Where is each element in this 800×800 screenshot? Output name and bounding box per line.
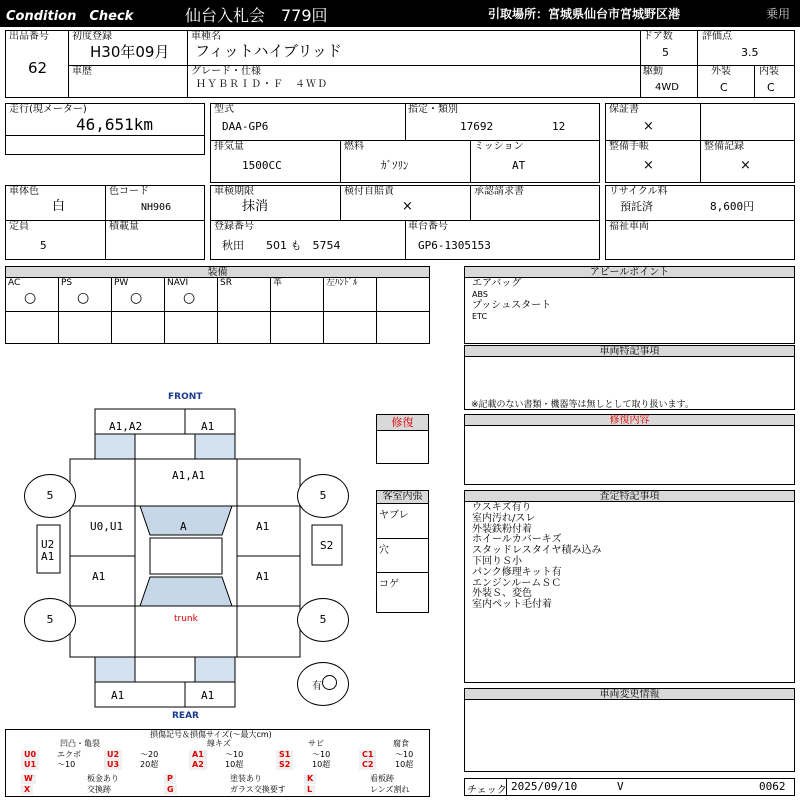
tire-front-left [24, 474, 76, 518]
tire-value: 5 [319, 613, 327, 626]
damage-front-bumper-left: A1,A2 [109, 420, 143, 433]
legend-code: P [164, 774, 176, 784]
damage-right-side: S2 [320, 539, 334, 552]
appeal-item: ABS [472, 290, 488, 299]
maint-record-value: × [740, 158, 751, 173]
appraisal-item: 下回りＳ小 [472, 555, 522, 567]
designation-label: 指定・類別 [408, 104, 458, 115]
tire-rear-right [297, 598, 349, 642]
designation-value: 17692 [460, 120, 494, 133]
trunk-label: trunk [174, 614, 198, 624]
legend-code: U2 [104, 750, 122, 760]
appeal-item: ETC [472, 312, 488, 321]
front-label: FRONT [168, 392, 203, 402]
legend-title: 損傷記号＆損傷サイズ(〜最大cm) [150, 730, 272, 739]
mileage-label: 走行(現メーター) [9, 104, 87, 115]
score-value: 3.5 [741, 46, 759, 59]
car-name-label: 車種名 [191, 31, 221, 42]
equipment-col-label: SR [220, 278, 232, 288]
check-number: 0062 [759, 780, 786, 793]
legend-code: L [304, 785, 315, 795]
drive-value: 4WD [655, 82, 679, 93]
fuel-value: ｶﾞｿﾘﾝ [381, 159, 409, 172]
recycle-label: リサイクル料 [609, 186, 668, 197]
reg-no-label: 登録番号 [214, 221, 254, 232]
check-date: 2025/09/10 [511, 780, 578, 793]
grade-label: グレード・仕様 [191, 66, 261, 77]
legend-code: U0 [21, 750, 39, 760]
damage-rear-bumper-right: A1 [201, 689, 215, 702]
warranty-value: × [643, 119, 654, 134]
chassis-label: 車台番号 [408, 221, 448, 232]
lot-label: 出品番号 [9, 31, 49, 42]
legend-desc: 看板跡 [370, 774, 394, 783]
legend-code: A1 [189, 750, 207, 760]
warranty-label: 保証書 [609, 104, 639, 115]
legend-code: K [304, 774, 316, 784]
legend-header: 腐食 [393, 739, 409, 748]
first-reg-value: H30年09月 [90, 43, 170, 61]
displacement-value: 1500CC [242, 159, 282, 172]
appraisal-item: 室内ペット毛付着 [472, 599, 552, 611]
maint-book-label: 整備手帳 [609, 141, 649, 152]
lot-value: 62 [28, 59, 48, 77]
color-value: 白 [52, 199, 66, 214]
repair-content-title: 修復内容 [464, 414, 795, 426]
appeal-title: アピールポイント [464, 266, 795, 278]
displacement-label: 排気量 [214, 141, 244, 152]
appraisal-title: 査定特記事項 [464, 490, 795, 502]
score-label: 評価点 [702, 31, 732, 42]
legend-desc: エクボ [57, 750, 81, 759]
legend-desc: 〜10 [395, 750, 414, 759]
fuel-label: 燃料 [344, 141, 364, 152]
repair-content-box [464, 425, 795, 485]
legend-code: C1 [359, 750, 376, 760]
capacity-value: 5 [40, 239, 47, 252]
appraisal-item: ウスキズ有り [472, 502, 532, 513]
appeal-item: プッシュスタート [472, 300, 552, 311]
legend-code: S1 [276, 750, 293, 760]
liability-value: × [402, 199, 413, 214]
rear-label: REAR [172, 711, 199, 721]
equipment-col-label: PW [114, 278, 129, 288]
damage-roof: A [180, 520, 187, 533]
class-value: 12 [552, 120, 566, 133]
pickup-location: 引取場所：宮城県仙台市宮城野区港 [488, 7, 681, 21]
damage-left-side: U2 A1 [41, 538, 55, 563]
interior-burn: コゲ [379, 579, 399, 590]
tire-value: 5 [46, 489, 54, 502]
appraisal-item: 外装鉄粉付着 [472, 523, 532, 535]
equipment-mark: ○ [130, 290, 143, 306]
legend-desc: 〜10 [57, 760, 76, 769]
change-info-box [464, 699, 795, 772]
tire-value: 5 [46, 613, 54, 626]
mission-value: AT [512, 159, 526, 172]
appraisal-item: スタッドレスタイヤ積み込み [472, 545, 602, 557]
appraisal-item: エンジンルームＳＣ [472, 577, 562, 589]
tire-rear-left [24, 598, 76, 642]
legend-code: W [21, 774, 36, 784]
equipment-col-label: 左ﾊﾝﾄﾞﾙ [326, 278, 358, 288]
legend-header: 線キズ [207, 739, 231, 748]
change-info-title: 車両変更情報 [464, 688, 795, 700]
vehicle-category: 乗用 [766, 7, 791, 21]
legend-desc: 10超 [225, 760, 244, 769]
legend-desc: 塗装あり [230, 774, 262, 783]
recycle-value: 8,600円 [710, 200, 755, 213]
legend-code: G [164, 785, 177, 795]
doors-value: 5 [662, 46, 669, 59]
check-label: チェック [467, 785, 507, 796]
legend-code: S2 [276, 760, 293, 770]
appraisal-item: 外装Ｓ、変色 [472, 588, 532, 600]
equipment-col-label: NAVI [167, 278, 189, 288]
interior-title: 客室内張 [376, 490, 429, 504]
drive-label: 駆動 [643, 66, 663, 77]
legend-code: U1 [21, 760, 39, 770]
interior-value: C [767, 81, 775, 94]
tire-front-right [297, 474, 349, 518]
damage-hood: A1,A1 [172, 469, 206, 482]
auction-title: 仙台入札会 779回 [185, 6, 328, 25]
damage-rear-bumper-left: A1 [111, 689, 125, 702]
liability-label: 検付自賠責 [344, 186, 394, 197]
legend-desc: 板金あり [87, 774, 119, 783]
car-name-value: フィットハイブリッド [195, 42, 342, 60]
damage-rear-left-door: A1 [92, 570, 106, 583]
model-label: 型式 [214, 104, 234, 115]
damage-front-bumper-right: A1 [201, 420, 215, 433]
legend-desc: 〜20 [140, 750, 159, 759]
damage-front-left-door: U0,U1 [90, 520, 124, 533]
approval-label: 承認請求書 [474, 186, 524, 197]
exterior-value: C [720, 81, 728, 94]
repair-title: 修復 [376, 414, 429, 431]
legend-code: X [21, 785, 33, 795]
legend-desc: 交換跡 [87, 785, 111, 794]
legend-header: 凹凸・亀裂 [60, 739, 100, 748]
legend-desc: ガラス交換要す [230, 785, 286, 794]
equipment-mark: ○ [24, 290, 37, 306]
interior-tear: ヤブレ [379, 510, 409, 521]
color-code-label: 色コード [109, 186, 149, 197]
legend-header: サビ [308, 739, 324, 748]
equipment-mark: ○ [77, 290, 90, 306]
legend-code: U3 [104, 760, 122, 770]
legend-code: A2 [189, 760, 207, 770]
welfare-label: 福祉車両 [609, 221, 649, 232]
interior-hole: 穴 [379, 545, 389, 556]
appraisal-item: パンク修理キット有 [472, 566, 562, 578]
check-mark: V [617, 780, 624, 793]
grade-value: ＨＹＢＲＩＤ・Ｆ ４ＷＤ [196, 79, 328, 90]
spare-tire-value: 有 [312, 681, 322, 692]
history-label: 車歴 [72, 66, 92, 77]
special-title: 車両特記事項 [464, 345, 795, 357]
damage-rear-right-door: A1 [256, 570, 270, 583]
legend-header-row [5, 740, 430, 749]
equipment-col-label: AC [8, 278, 21, 288]
mission-label: ミッション [474, 141, 524, 152]
maint-record-label: 整備記録 [704, 141, 744, 152]
load-label: 積載量 [109, 221, 139, 232]
tire-value: 5 [319, 489, 327, 502]
legend-code: C2 [359, 760, 376, 770]
equipment-col-label: 革 [273, 278, 283, 288]
color-label: 車体色 [9, 186, 39, 197]
special-note: ※記載のない書類・機器等は無しとして取り扱います。 [471, 400, 694, 410]
color-code-value: NH906 [141, 202, 172, 213]
exterior-label: 外装 [711, 66, 731, 77]
recycle-status: 預託済 [620, 200, 653, 213]
model-value: DAA-GP6 [222, 120, 269, 133]
equipment-col-label: PS [61, 278, 73, 288]
condition-check-title: Condition Check [6, 9, 134, 24]
first-reg-label: 初度登録 [72, 31, 112, 42]
reg-no-value: 秋田 501 も 5754 [222, 239, 341, 252]
appraisal-item: 室内汚れ/スレ [472, 512, 536, 524]
legend-desc: 〜10 [312, 750, 331, 759]
appeal-item: エアバッグ [472, 278, 522, 289]
appraisal-item: ホイールカバーキズ [472, 534, 562, 546]
legend-desc: 〜10 [225, 750, 244, 759]
inspection-value: 抹消 [242, 199, 269, 214]
spare-tire [297, 662, 349, 706]
inspection-label: 車検期限 [214, 186, 254, 197]
capacity-label: 定員 [9, 221, 29, 232]
maint-book-value: × [643, 158, 654, 173]
chassis-value: GP6-1305153 [418, 239, 491, 252]
legend-desc: 10超 [312, 760, 331, 769]
appeal-list [472, 278, 551, 322]
equipment-mark: ○ [183, 290, 196, 306]
legend-desc: 20超 [140, 760, 159, 769]
spare-wheel-icon [322, 675, 337, 690]
legend-desc: レンズ割れ [370, 785, 410, 794]
legend-desc: 10超 [395, 760, 414, 769]
appraisal-list [472, 503, 602, 611]
doors-label: ドア数 [643, 31, 673, 42]
mileage-value: 46,651km [76, 115, 154, 134]
equipment-title: 装備 [5, 266, 430, 278]
damage-front-right-door: A1 [256, 520, 270, 533]
interior-label: 内装 [759, 66, 779, 77]
title-bar [0, 0, 800, 27]
